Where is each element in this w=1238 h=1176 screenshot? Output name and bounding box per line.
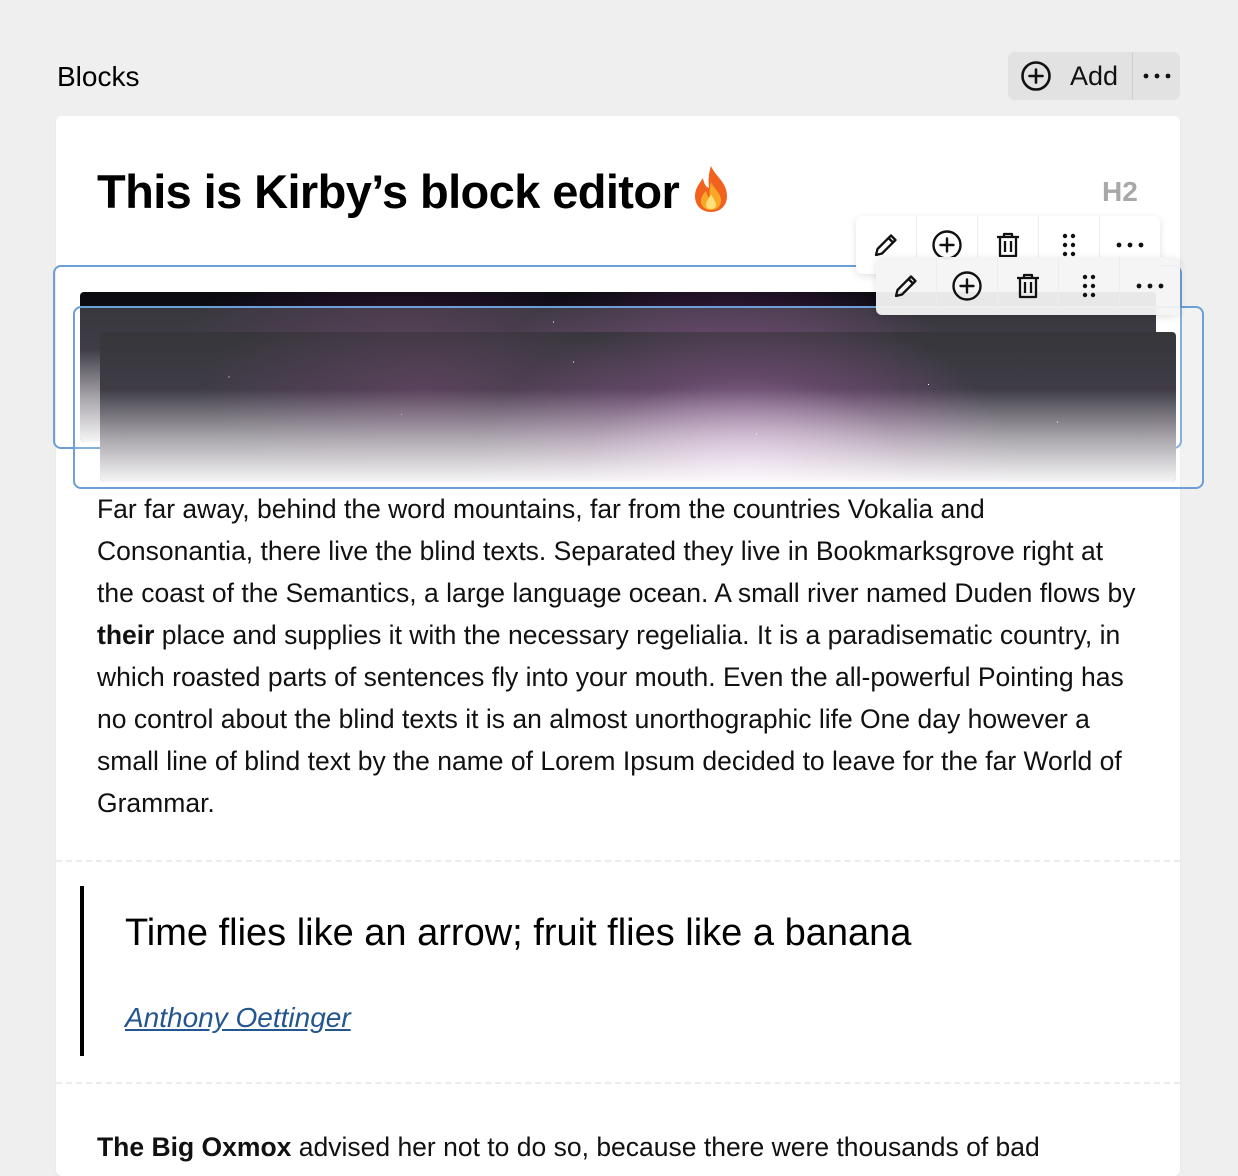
fire-icon: [689, 164, 733, 214]
drag-handle-icon: [1080, 272, 1098, 300]
dragged-block-outline: [73, 306, 1204, 489]
text-block[interactable]: [97, 488, 1142, 824]
dots-horizontal-icon: [1142, 72, 1172, 80]
plus-circle-icon: [1020, 60, 1052, 92]
dots-horizontal-icon: [1135, 282, 1165, 290]
trash-icon: [1013, 271, 1043, 301]
drag-handle-icon: [1060, 231, 1078, 259]
add-block-label: Add: [1070, 60, 1119, 91]
quote-citation-link[interactable]: Anthony Oettinger: [125, 1002, 351, 1033]
text-block-content: advised her not to do so, because there were thousands of bad: [291, 1132, 1040, 1162]
insert-block-button[interactable]: [937, 257, 998, 315]
block-options-button[interactable]: [1120, 257, 1180, 315]
add-block-button[interactable]: [1008, 52, 1132, 100]
field-header-buttons: [1008, 52, 1180, 100]
dragged-block-toolbar: [876, 257, 1180, 315]
text-block-bold: their: [97, 620, 155, 650]
block-divider: [56, 860, 1180, 862]
edit-block-button[interactable]: [876, 257, 937, 315]
heading-level-badge[interactable]: H2: [1102, 176, 1138, 207]
text-block-part-2: place and supplies it with the necessary regelialia. It is a paradisematic country, in which roasted parts of sentences fly into your mouth. Even the all-powerful Pointing has no control about the blind texts it is an almost unorthographic life One day however a small line of blind text by the name of Lorem Ipsum decided to leave for the far World of Grammar.: [97, 620, 1124, 818]
text-block-bold: The Big Oxmox: [97, 1132, 292, 1162]
plus-circle-icon: [951, 270, 983, 302]
text-block-part-1: Far far away, behind the word mountains, far from the countries Vokalia and Consonantia, there live the blind texts. Separated they live in Bookmarksgrove right at the coast of the Semantics, a large language ocean. A small river named Duden flows by: [97, 494, 1136, 608]
drag-block-handle[interactable]: [1059, 257, 1120, 315]
text-block[interactable]: [97, 1126, 1040, 1168]
heading-text: This is Kirby’s block editor: [97, 165, 680, 218]
blocks-container: [56, 116, 1180, 1176]
field-options-button[interactable]: [1132, 52, 1180, 100]
delete-block-button[interactable]: [998, 257, 1059, 315]
dots-horizontal-icon: [1115, 241, 1145, 249]
heading-block[interactable]: [97, 162, 733, 222]
trash-icon: [993, 230, 1023, 260]
block-divider: [56, 1082, 1180, 1084]
quote-block[interactable]: [80, 886, 1144, 1056]
pencil-icon: [891, 271, 921, 301]
field-label: Blocks: [57, 61, 140, 92]
pencil-icon: [871, 230, 901, 260]
quote-text: Time flies like an arrow; fruit flies like a banana: [125, 912, 912, 954]
